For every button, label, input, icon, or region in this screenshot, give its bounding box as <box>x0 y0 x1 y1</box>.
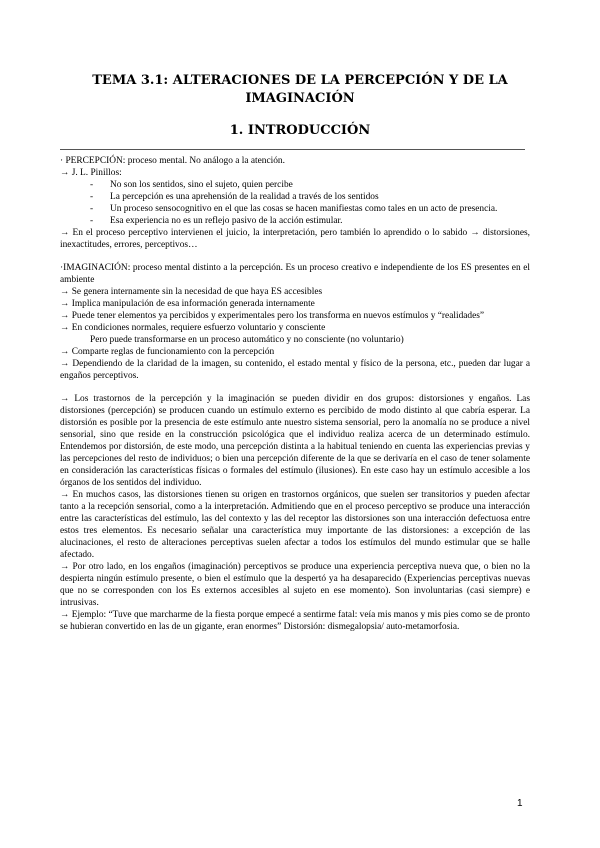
list-item: - No son los sentidos, sino el sujeto, quien percibe <box>90 180 293 190</box>
page-title: TEMA 3.1: ALTERACIONES DE LA PERCEPCIÓN Y DE LA IMAGINACIÓN <box>92 73 508 106</box>
imaginacion-subline: Pero puede transformarse en un proceso automático y no consciente (no voluntario) <box>90 335 404 345</box>
percepcion-juicio: → En el proceso perceptivo intervienen el juicio, la interpretación, pero también lo aprendido o lo sabido → distorsiones, inexactitudes, errores, perceptivos… <box>60 228 530 250</box>
list-item: - Un proceso sensocognitivo en el que las cosas se hacen manifiestas como tales en un acto de presencia. <box>90 204 498 214</box>
list-item: - Esa experiencia no es un reflejo pasivo de la acción estimular. <box>90 216 343 226</box>
document-body <box>60 155 530 633</box>
horizontal-rule <box>60 149 525 150</box>
spacer <box>60 382 530 393</box>
imaginacion-line: → En condiciones normales, requiere esfuerzo voluntario y consciente <box>60 323 326 333</box>
imaginacion-line: → Dependiendo de la claridad de la imagen, su contenido, el estado mental y físico de la persona, etc., pueden dar lugar a engaños perceptivos. <box>60 359 530 381</box>
trastornos-paragraph: → Ejemplo: “Tuve que marcharme de la fiesta porque empecé a sentirme fatal: veía mis manos y mis pies como se de pronto se hubieran convertido en las de un gigante, eran enormes” Distorsión: dismegalopsia/ auto-metamorfosia. <box>60 610 530 632</box>
pinillos-line: → J. L. Pinillos: <box>60 168 122 178</box>
trastornos-paragraph: → En muchos casos, las distorsiones tienen su origen en trastornos orgánicos, que suelen ser transitorios y pueden afectar tanto a la recepción sensorial, como a la interpretación. Admitiendo que en el proceso perceptivo se produce una interacción entre las características del estímulo, las del contexto y las del receptor las distorsiones son una interacción defectuosa entre estos tres elementos. Es necesario señalar una característica muy importante de las distorsiones: a excepción de las alucinaciones, el resto de alteraciones perceptivas suelen afectar a todos los estímulos del mundo estimular que se halle afectado. <box>60 490 530 560</box>
section-heading: 1. INTRODUCCIÓN <box>229 123 371 138</box>
imaginacion-definition: ·IMAGINACIÓN: proceso mental distinto a la percepción. Es un proceso creativo e independiente de los ES presentes en el ambiente <box>60 263 530 285</box>
imaginacion-line: → Puede tener elementos ya percibidos y experimentales pero los transforma en nuevos estímulos y “realidades” <box>60 311 485 321</box>
list-item: - La percepción es una aprehensión de la realidad a través de los sentidos <box>90 192 379 202</box>
page-number: 1 <box>517 798 523 809</box>
spacer <box>60 251 530 262</box>
imaginacion-line: → Se genera internamente sin la necesidad de que haya ES accesibles <box>60 287 323 297</box>
imaginacion-line: → Implica manipulación de esa información generada internamente <box>60 299 315 309</box>
trastornos-paragraph: → Los trastornos de la percepción y la imaginación se pueden dividir en dos grupos: distorsiones y engaños. Las distorsiones (percepción) se producen cuando un estímulo externo es percibido de modo distinto al que cabría esperar. La distorsión es posible por la presencia de este estímulo ante nuestro sistema sensorial, pero la anomalía no se produce a nivel sensorial, sino que reside en la construcción psicológica que el individuo realiza acerca de un determinado estímulo. Entendemos por distorsión, de este modo, una percepción distinta a la habitual teniendo en cuenta las experiencias previas y las percepciones del resto de individuos; o bien una percepción diferente de la que se derivaría en el caso de tener solamente en consideración las características físicas o formales del estímulo (ilusiones). En este caso hay un estímulo accesible a los órganos de los sentidos del individuo. <box>60 394 530 488</box>
imaginacion-line: → Comparte reglas de funcionamiento con la percepción <box>60 347 275 357</box>
trastornos-paragraph: → Por otro lado, en los engaños (imaginación) perceptivos se produce una experiencia perceptiva nueva que, o bien no la despierta ningún estímulo presente, o bien el estímulo que la despertó ya ha desaparecido (Experiencias perceptivas nuevas que no se corresponden con los Es externos accesibles al sujeto en ese momento). Son involuntarias (casi siempre) e intrusivas. <box>60 562 530 608</box>
percepcion-definition: · PERCEPCIÓN: proceso mental. No análogo a la atención. <box>60 156 285 166</box>
